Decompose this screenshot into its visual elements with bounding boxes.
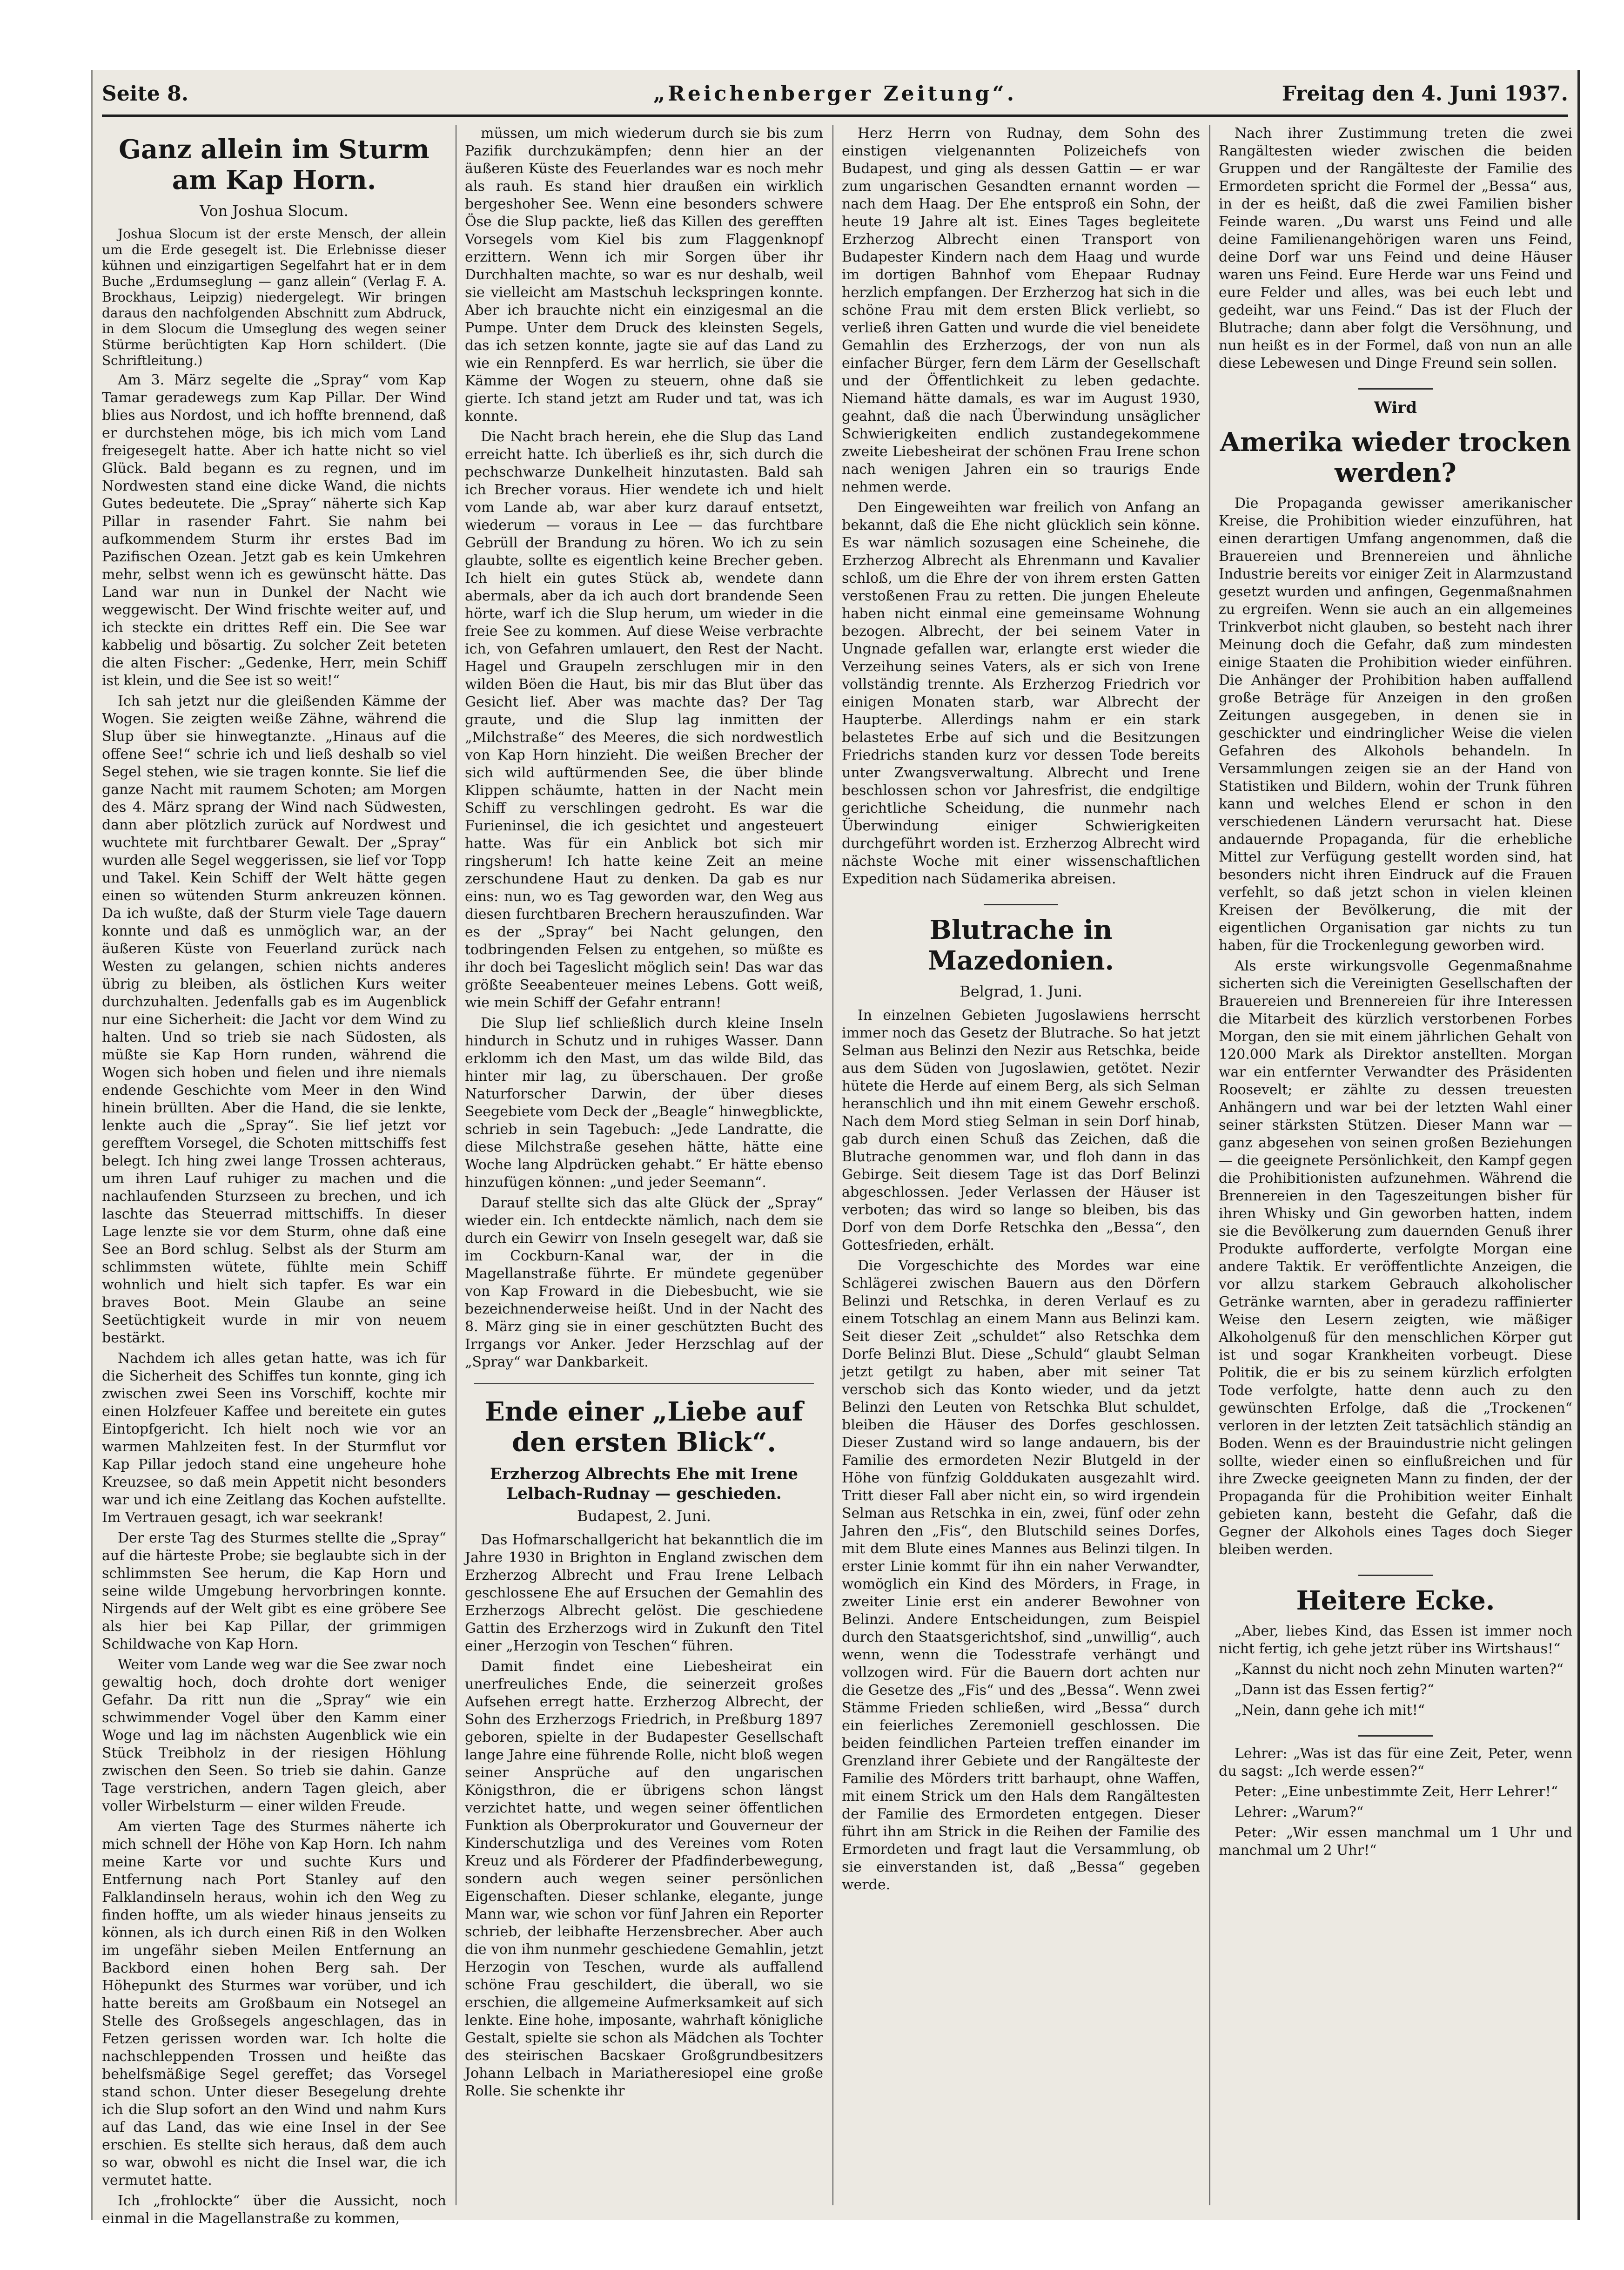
newspaper-page xyxy=(91,70,1580,2227)
joke-line: „Kannst du nicht noch zehn Minuten warten?“ xyxy=(1235,1661,1564,1677)
article-title: Ende einer „Liebe auf den ersten Blick“. xyxy=(485,1396,803,1458)
article-paragraph: Nachdem ich alles getan hatte, was ich für die Sicherheit des Schiffes tun konnte, ging ich zwischen zwei Seen ins Vorschiff, kochte mir einen Holzfeuer Kaffee und bereitete ein gutes Eintopfgericht. Ich hielt noch wie vor an warmen Mahlzeiten fest. In der Sturmflut vor Kap Pillar jedoch stand eine ungeheure hohe Kreuzsee, so daß mein Appetit nicht besonders war und ich eine Zeitlang das Kochen aufstellte. Im Vertrauen gesagt, ich war seekrank! xyxy=(102,1350,446,1526)
column-3 xyxy=(842,125,1200,2210)
article-byline: Von Joshua Slocum. xyxy=(200,202,349,220)
article-dateline: Budapest, 2. Juni. xyxy=(577,1507,711,1525)
article-title: Amerika wieder trocken werden? xyxy=(1220,427,1571,488)
article-dateline: Belgrad, 1. Juni. xyxy=(960,983,1082,1000)
article-paragraph: Herz Herrn von Rudnay, dem Sohn des einstigen vielgenannten Polizeichefs von Budapest, und ging als dessen Gattin — er war zum ungarischen Gesandten ernannt worden — nach dem Haag. Der Ehe entsproß ein Sohn, der heute 19 Jahre alt ist. Eines Tages begleitete Erzherzog Albrecht einen Transport von Budapester Kindern nach dem Haag und wurde im dortigen Bahnhof vom Ehepaar Rudnay herzlich empfangen. Der Erzherzog hat sich in die schöne Frau mit dem ersten Blick verliebt, so verließ ihren Gatten und wurde die viel beneidete Gemahlin des Erzherzogs, der von nun als einfacher Bürger, fern dem Lärm der Gesellschaft und der Öffentlichkeit zu leben gedachte. Niemand hätte damals, es war im August 1930, geahnt, daß die nach Überwindung unsäglicher Schwierigkeiten endlich zustandegekommene zweite Liebesheirat der schönen Frau Irene schon nach wenigen Jahren ein so traurigs Ende nehmen werde. xyxy=(842,125,1200,495)
article-paragraph: Die Nacht brach herein, ehe die Slup das Land erreicht hatte. Ich überließ es ihr, sich durch die pechschwarze Dunkelheit hinzutasten. Bald sah ich Brecher voraus. Hier wendete ich und hielt vom Lande ab, war aber kurz darauf entsetzt, wiederum — voraus in Lee — das furchtbare Gebrüll der Brandung zu hören. Wo ich zu sein glaubte, sollte es eigentlich keine Brecher geben. Ich hielt ein gutes Stück ab, wendete dann abermals, aber da ich auch dort brandende Seen hörte, warf ich die Slup herum, um wieder in die freie See zu kommen. Auf diese Weise verbrachte ich, von Gefahren umlauert, den Rest der Nacht. Hagel und Graupeln zerschlugen mir in den wilden Böen die Haut, bis mir das Blut über das Gesicht lief. Aber was machte das? Der Tag graute, und die Slup lag inmitten der „Milchstraße“ des Meeres, die sich nordwestlich von Kap Horn hinzieht. Die weißen Brecher der sich wild auftürmenden See, die über blinde Klippen schäumte, hatten in der Nacht mein Schiff zu verschlingen gedroht. Es war die Furieninsel, die ich gesichtet und angesteuert hatte. Was für ein Anblick bot sich mir ringsherum! Ich hatte keine Zeit an meine zerschundene Haut zu denken. Da gab es nur eins: nun, wo es Tag geworden war, den Weg aus diesen furchtbaren Brechern herauszufinden. War es der „Spray“ bei Nacht gelungen, den todbringenden Felsen zu entgehen, so müßte es ihr doch bei Tageslicht möglich sein! Das war das größte Seeabenteuer meines Lebens. Gott weiß, wie mein Schiff der Gefahr entrann! xyxy=(465,429,823,1011)
article-subtitle: Erzherzog Albrechts Ehe mit Irene Lelbach-Rudnay — geschieden. xyxy=(490,1465,799,1503)
column-1 xyxy=(102,125,446,2227)
column-4 xyxy=(1219,125,1572,2210)
article-paragraph: In einzelnen Gebieten Jugoslawiens herrscht immer noch das Gesetz der Blutrache. So hat jetzt Selman aus Belinzi den Nezir aus Retschka, beide aus dem Süden von Jugoslawien, getötet. Nezir hütete die Herde auf einem Berg, als sich Selman heranschlich und ihn mit einem Gewehr erschoß. Nach dem Mord stieg Selman in sein Dorf hinab, gab durch einen Schuß das Zeichen, daß die Blutrache genommen war, und floh dann in das Gebirge. Seit diesem Tage ist das Dorf Belinzi abgeschlossen. Jeder Verlassen der Häuser ist verboten; das wird so lange so bleiben, bis das Dorf von dem Dorfe Retschka den „Bessa“, den Gottesfrieden, erhält. xyxy=(842,1007,1200,1253)
section-rule xyxy=(1358,1575,1433,1576)
joke-line: Lehrer: „Was ist das für eine Zeit, Peter, wenn du sagst: „Ich werde essen?“ xyxy=(1219,1745,1572,1779)
article-paragraph: Darauf stellte sich das alte Glück der „Spray“ wieder ein. Ich entdeckte nämlich, nach dem sie durch ein Gewirr von Inseln gesegelt war, daß sie im Cockburn-Kanal war, der in die Magellanstraße führte. Er mündete gegenüber von Kap Froward in die Diebesbucht, wie sie bezeichnenderweise heißt. Und in der Nacht des 8. März ging sie in einer geschützten Bucht des Irrgangs vor Anker. Jeder Herzschlag auf der „Spray“ war Dankbarkeit. xyxy=(465,1195,823,1370)
article-paragraph: Das Hofmarschallgericht hat bekanntlich die im Jahre 1930 in Brighton in England zwischen dem Erzherzog Albrecht und Frau Irene Lelbach geschlossene Ehe auf Ersuchen der Gemahlin des Erzherzogs Albrecht gelöst. Die geschiedene Gattin des Erzherzogs wird in Zukunft den Titel einer „Herzogin von Teschen“ führen. xyxy=(465,1532,823,1654)
article-paragraph: Ich sah jetzt nur die gleißenden Kämme der Wogen. Sie zeigten weiße Zähne, während die Slup über sie hinwegtanzte. „Hinaus auf die offene See!“ schrie ich und ließ deshalb so viel Segel stehen, wie sie tragen konnte. Sie lief die ganze Nacht mit raumem Schoten; am Morgen des 4. März sprang der Wind nach Südwesten, dann aber plötzlich zurück auf Nordwest und wuchtete mit furchtbarer Gewalt. Der „Spray“ wurden alle Segel weggerissen, sie lief vor Topp und Takel. Kein Schiff der Welt hätte gegen einen so wütenden Sturm ankreuzen können. Da ich wußte, daß der Sturm viele Tage dauern konnte und daß es unmöglich war, an der äußeren Küste von Feuerland zurück nach Westen zu gelangen, schien nichts anderes übrig zu bleiben, als östlichen Kurs weiter durchzuhalten. Jedenfalls gab es im Augenblick nur eine Sicherheit: die Jacht vor dem Wind zu halten. Und so trieb sie nach Südosten, als müßte sie Kap Horn runden, während die Wogen sich hoben und fielen und ihre niemals endende Geschichte vom Meer in den Wind hinein brüllten. Aber die Hand, die sie lenkte, lenkte auch die „Spray“. Sie lief jetzt vor gerefftem Vorsegel, die Schoten mittschiffs fest belegt. Ich hing zwei lange Trossen achteraus, um ihren Lauf ruhiger zu machen und die nachlaufenden Sturzseen zu brechen, und ich laschte das Steuerrad mittschiffs. In dieser Lage lenzte sie vor dem Sturm, ohne daß eine See an Bord schlug. Selbst als der Sturm am schlimmsten wütete, fühlte mein Schiff wohnlich und hielt sich tapfer. Es war ein braves Boot. Mein Glaube an seine Seetüchtigkeit wurde in mir von neuem bestärkt. xyxy=(102,693,446,1346)
article-paragraph: Nach ihrer Zustimmung treten die zwei Rangältesten wieder zwischen die beiden Gruppen und der Rangälteste der Familie des Ermordeten spricht die Formel der „Bessa“ aus, in der es heißt, daß die zwei Familien bisher Feinde waren. „Du warst uns Feind und alle deine Familienangehörigen waren uns Feind, deine Dorf war uns Feind und deine Häuser waren uns Feind. Eure Herde war uns Feind und eure Felder und alles, was bei euch lebt und gedeiht, war uns Feind.“ Das ist der Fluch der Blutrache; dann aber folgt die Versöhnung, und nun heißt es in der Formel, daß von nun an alle diese Lebewesen und Dinge Freund sein sollen. xyxy=(1219,125,1572,371)
article-paragraph: Der erste Tag des Sturmes stellte die „Spray“ auf die härteste Probe; sie beglaubte sich in der schlimmsten See herum, die Kap Horn und seine wilde Umgebung hervorbringen konnte. Nirgends auf der Welt gibt es eine gröbere See als hier bei Kap Pillar, der grimmigen Schildwache von Kap Horn. xyxy=(102,1530,446,1652)
joke-line: Lehrer: „Warum?“ xyxy=(1235,1804,1364,1820)
article-paragraph: Die Slup lief schließlich durch kleine Inseln hindurch in Schutz und in ruhiges Wasser. Dann erklomm ich den Mast, um das wilde Bild, das hinter mir lag, zu überschauen. Der große Naturforscher Darwin, der über dieses Seegebiete vom Deck der „Beagle“ hinwegblickte, schrieb in sein Tagebuch: „Jede Landratte, die diese Milchstraße gesehen hätte, hätte eine Woche lang Alpdrücken gehabt.“ Er hätte ebenso hinzufügen können: „und jeder Seemann“. xyxy=(465,1015,823,1191)
article-paragraph: Als erste wirkungsvolle Gegenmaßnahme sicherten sich die Vereinigten Gesellschaften der Brauereien und Brennereien für ihre Interessen die Mitarbeit des kürzlich verstorbenen Forbes Morgan, den sie mit einem jährlichen Gehalt von 120.000 Mark als Direktor anstellten. Morgan war ein entfernter Verwandter des Präsidenten Roosevelt; er zählte zu dessen treuesten Anhängern und war bei der letzten Wahl einer seiner stärksten Stützen. Dieser Mann war — ganz abgesehen von seinen großen Beziehungen — die geeignete Persönlichkeit, den Kampf gegen die Prohibitionisten aufzunehmen. Während die Brennereien in den Tageszeitungen bisher für ihren Whisky und Gin geworben hatten, indem sie die Bevölkerung zum dauernden Genuß ihrer Produkte aufforderte, verfolgte Morgan eine andere Taktik. Er veröffentlichte Anzeigen, die vor allzu starkem Gebrauch alkoholischer Getränke warnten, aber in geradezu raffinierter Weise den Lesern zeigten, wie mäßiger Alkoholgenuß für den menschlichen Körper gut ist und sogar Krankheiten vorbeugt. Diese Politik, die er bis zu seinem kürzlich erfolgten Tode verfolgte, hatte denn auch zu den gewünschten Erfolge, daß die „Trockenen“ verloren in der letzten Zeit tatsächlich ständig an Boden. Wenn es der Brauindustrie nicht gelingen sollte, wieder einen so einflußreichen und für ihre Zwecke geeigneten Mann zu finden, der der Propaganda für die Prohibition weiter Einhalt gebieten kann, besteht die Gefahr, daß die Gegner der Alkohols eines Tages doch Sieger bleiben werden. xyxy=(1219,958,1572,1558)
article-paragraph: Ich „frohlockte“ über die Aussicht, noch einmal in die Magellanstraße zu kommen, xyxy=(102,2193,446,2227)
joke-line: Peter: „Eine unbestimmte Zeit, Herr Lehrer!“ xyxy=(1235,1784,1558,1800)
section-rule xyxy=(1358,1735,1433,1737)
article-paragraph: Damit findet eine Liebesheirat ein unerfreuliches Ende, die seinerzeit großes Aufsehen erregt hatte. Erzherzog Albrecht, der Sohn des Erzherzogs Friedrich, in Preßburg 1897 geboren, spielte in der Budapester Gesellschaft lange Jahre eine führende Rolle, nicht bloß wegen seiner Ansprüche auf den ungarischen Königsthron, die er übrigens schon längst verzichtet hatte, und wegen seiner öffentlichen Funktion als Oberprokurator und Gouverneur der Kinderschutzliga und des Vereines vom Roten Kreuz und als Förderer der Pfadfinderbewegung, sondern auch wegen seiner persönlichen Eigenschaften. Dieser schlanke, elegante, junge Mann war, wie schon vor fünf Jahren ein Reporter schrieb, der leibhafte Herzensbrecher. Aber auch die von ihm nunmehr geschiedene Gemahlin, jetzt Herzogin von Teschen, wurde als auffallend schöne Frau geschildert, die überall, wo sie erschien, die allgemeine Aufmerksamkeit auf sich lenkte. Eine hohe, imposante, wahrhaft königliche Gestalt, spielte sie schon als Mädchen als Tochter des steirischen Bacskaer Großgrundbesitzers Johann Lelbach in Mariatheresiopel eine große Rolle. Sie schenkte ihr xyxy=(465,1658,823,2099)
joke-line: „Dann ist das Essen fertig?“ xyxy=(1235,1682,1435,1698)
page-header xyxy=(102,82,1568,115)
article-paragraph: müssen, um mich wiederum durch sie bis zum Pazifik durchzukämpfen; denn hier an der äußeren Küste des Feuerlandes war es noch mehr als rauh. Es stand hier draußen ein wirklich bergeshoher See. Wenn eine besonders schwere Öse die Slup packte, ließ das Killen des gereﬀten Vorsegels vom Kiel bis zum Flaggenknopf erzittern. Wenn ich mir Sorgen über ihr Durchhalten machte, so war es nur deshalb, weil sie vielleicht am Mastschuh leckspringen konnte. Aber ich brauchte nicht ein einzigesmal an die Pumpe. Unter dem Druck des kleinsten Segels, das ich setzen konnte, jagte sie auf das Land zu wie ein Rennpferd. Es war herrlich, sie über die Kämme der Wogen zu steuern, ohne daß sie gierte. Ich stand jetzt am Ruder und tat, was ich konnte. xyxy=(465,125,823,424)
column-divider xyxy=(1209,125,1210,2205)
joke-line: „Nein, dann gehe ich mit!“ xyxy=(1235,1702,1425,1718)
article-paragraph: Weiter vom Lande weg war die See zwar noch gewaltig hoch, doch drohte dort weniger Gefahr. Da ritt nun die „Spray“ wie ein schwimmender Vogel über den Kamm einer Woge und lag im nächsten Augenblick wie ein Stück Treibholz in der riesigen Höhlung zwischen den Seen. So trieb sie dahin. Ganze Tage verstrichen, andern Tagen gleich, aber voller Wirbelsturm — einer wilden Freude. xyxy=(102,1657,446,1814)
section-rule xyxy=(984,904,1058,905)
newspaper-title: „Reichenberger Zeitung“. xyxy=(653,82,1017,106)
joke-line: „Aber, liebes Kind, das Essen ist immer noch nicht fertig, ich gehe jetzt rüber ins Wirtshaus!“ xyxy=(1219,1623,1572,1657)
article-paragraph: Die Propaganda gewisser amerikanischer Kreise, die Prohibition wieder einzuführen, hat einen derartigen Umfang angenommen, daß die Brauereien und Brennereien und ähnliche Industrie bereits vor einiger Zeit in Alarmzustand gesetzt wurden und anfingen, Gegenmaßnahmen zu ergreifen. Wenn sie auch an ein allgemeines Trinkverbot nicht glauben, so besteht nach ihrer Meinung doch die Gefahr, daß zum mindesten einige Staaten die Prohibition wieder einführen. Die Anhänger der Prohibition haben auffallend große Beträge für Anzeigen in den großen Zeitungen ausgegeben, in denen sie in geschickter und eindringlicher Weise die vielen Gefahren des Alkohols behandeln. In Versammlungen zeigen sie an der Hand von Statistiken und Bildern, wohin der Trunk führen kann und welches Elend er schon in den verschiedenen Ländern verursacht hat. Diese andauernde Propaganda, für die erhebliche Mittel zur Verfügung gestellt worden sind, hat besonders nicht ihren Eindruck auf die Frauen verfehlt, so daß jetzt schon in vielen kleinen Kreisen der Bevölkerung, die mit der eigentlichen Organisation gar nichts zu tun haben, für die Trockenlegung geworben wird. xyxy=(1219,495,1572,954)
column-divider xyxy=(832,125,833,2205)
section-rule xyxy=(474,1383,814,1384)
column-2 xyxy=(465,125,823,2210)
editor-note: Joshua Slocum ist der erste Mensch, der allein um die Erde gesegelt ist. Die Erlebnisse dieser kühnen und einzigartigen Segelfahrt hat er in dem Buche „Erdumseglung — ganz allein“ (Verlag F. A. Brockhaus, Leipzig) niedergelegt. Wir bringen daraus den nachfolgenden Abschnitt zum Abdruck, in dem Slocum die Umseglung des wegen seiner Stürme berüchtigten Kap Horn schildert. (Die Schriftleitung.) xyxy=(102,226,446,368)
page-number: Seite 8. xyxy=(102,82,189,106)
joke-line: Peter: „Wir essen manchmal um 1 Uhr und manchmal um 2 Uhr!“ xyxy=(1219,1825,1572,1859)
article-paragraph: Am vierten Tage des Sturmes näherte ich mich schnell der Höhe von Kap Horn. Ich nahm meine Karte vor und suchte Kurs und Entfernung nach Port Stanley auf den Falklandinseln heraus, wohin ich den Weg zu finden hoffte, um als wieder hinaus jenseits zu können, als ich durch einen Riß in den Wolken im ungefähr sieben Meilen Entfernung an Backbord einen hohen Berg sah. Der Höhepunkt des Sturmes war vorüber, und ich hatte bereits am Großbaum ein Notsegel an Stelle des Großsegels angeschlagen, das in Fetzen gerissen worden war. Ich holte die nachschleppenden Trossen und heißte das behelfsmäßige Segel gereffet; das Vorsegel stand schon. Unter dieser Besegelung drehte ich die Slup sofort an den Wind und nahm Kurs auf das Land, das wie eine Insel in der See erschien. Es stellte sich heraus, daß dem auch so war, obwohl es nicht die Insel war, die ich vermutet hatte. xyxy=(102,1819,446,2189)
header-rule xyxy=(102,115,1568,117)
humor-section-title: Heitere Ecke. xyxy=(1296,1585,1495,1616)
article-kicker: Wird xyxy=(1374,398,1417,417)
article-paragraph: Den Eingeweihten war freilich von Anfang an bekannt, daß die Ehe nicht glücklich sein könne. Es war nämlich sozusagen eine Scheinehe, die Erzherzog Albrecht als Ehrenmann und Kavalier schloß, um die Ehre der von ihrem ersten Gatten verstoßenen Frau zu retten. Die jungen Eheleute haben nicht einmal eine gemeinsame Wohnung bezogen. Albrecht, der bei seinem Vater in Ungnade gefallen war, erlangte erst wieder die Verzeihung seines Vaters, als er sich von Irene vollständig trennte. Als Erzherzog Friedrich vor einigen Monaten starb, war Albrecht der Haupterbe. Allerdings nahm er ein stark belastetes Erbe auf sich und die Besitzungen Friedrichs standen kurz vor dessen Tode bereits unter Zwangsverwaltung. Albrecht und Irene beschlossen schon vor Jahresfrist, die endgiltige gerichtliche Scheidung, die nunmehr nach Überwindung einiger Schwierigkeiten durchgeführt worden ist. Erzherzog Albrecht wird nächste Woche mit einer wissenschaftlichen Expedition nach Südamerika abreisen. xyxy=(842,499,1200,887)
article-paragraph: Die Vorgeschichte des Mordes war eine Schlägerei zwischen Bauern aus den Dörfern Belinzi und Retschka, in deren Verlauf es zu einem Totschlag an einem Mann aus Belinzi kam. Seit dieser Zeit „schuldet“ also Retschka dem Dorfe Belinzi Blut. Diese „Schuld“ glaubt Selman jetzt getilgt zu haben, aber mit seiner Tat verschob sich das Konto wieder, und da jetzt Belinzi den Leuten von Retschka Blut schuldet, bleiben die Häuser des Dorfes geschlossen. Dieser Zustand wird so lange andauern, bis der Familie des ermordeten Nezir Blutgeld in der Höhe von fünfzig Golddukaten ausgezahlt wird. Tritt dieser Fall aber nicht ein, so wird irgendein Selman aus Retschka in ein, zwei, fünf oder zehn Jahren den „Fis“, den Blutschild seines Dorfes, mit dem Blute eines Mannes aus Belinzi tilgen. In erster Linie kommt für ihn ein naher Verwandter, womöglich ein Kind des Mörders, in Frage, in zweiter Linie erst ein anderer Bewohner von Belinzi. Andere Entscheidungen, zum Beispiel durch den Staatsgerichtshof, sind „unwillig“, auch wenn, wenn die Todesstrafe verhängt und vollzogen wird. Für die Bauern dort achten nur die Gesetze des „Fis“ und des „Bessa“. Wenn zwei Stämme Frieden schließen, wird „Bessa“ durch ein feierliches Zeremoniell geschlossen. Die beiden feindlichen Parteien treffen einander im Grenzland ihrer Gebiete und der Rangälteste der Familie des Mörders tritt barhaupt, ohne Waffen, mit einem Strick um den Hals dem Rangältesten der Familie des Ermordeten entgegen. Dieser führt ihn am Strick in die Reihen der Familie des Ermordeten und fragt laut die Versammlung, ob sie einverstanden ist, daß „Bessa“ gegeben werde. xyxy=(842,1258,1200,1893)
article-paragraph: Am 3. März segelte die „Spray“ vom Kap Tamar geradewegs zum Kap Pillar. Der Wind blies aus Nordost, und ich hoffte brennend, daß er durchstehen möge, bis ich mich vom Land freigesegelt hatte. Aber ich hatte nicht so viel Glück. Bald begann es zu regnen, und im Nordwesten stand eine dicke Wand, die nichts Gutes bedeutete. Die „Spray“ näherte sich Kap Pillar in rasender Fahrt. Sie nahm bei aufkommendem Sturm ihr erstes Bad im Pazifischen Ozean. Jetzt gab es kein Umkehren mehr, selbst wenn ich es gewünscht hätte. Das Land war nun in Dunkel der Nacht wie weggewischt. Der Wind frischte weiter auf, und ich steckte ein drittes Reff ein. Die See war kabbelig und bösartig. Zu solcher Zeit beteten die alten Fischer: „Gedenke, Herr, mein Schiff ist klein, und die See ist so weit!“ xyxy=(102,372,446,689)
article-title: Ganz allein im Sturm am Kap Horn. xyxy=(119,134,429,195)
issue-date: Freitag den 4. Juni 1937. xyxy=(1282,82,1568,106)
article-title: Blutrache in Mazedonien. xyxy=(927,915,1114,976)
section-rule xyxy=(1358,388,1433,390)
